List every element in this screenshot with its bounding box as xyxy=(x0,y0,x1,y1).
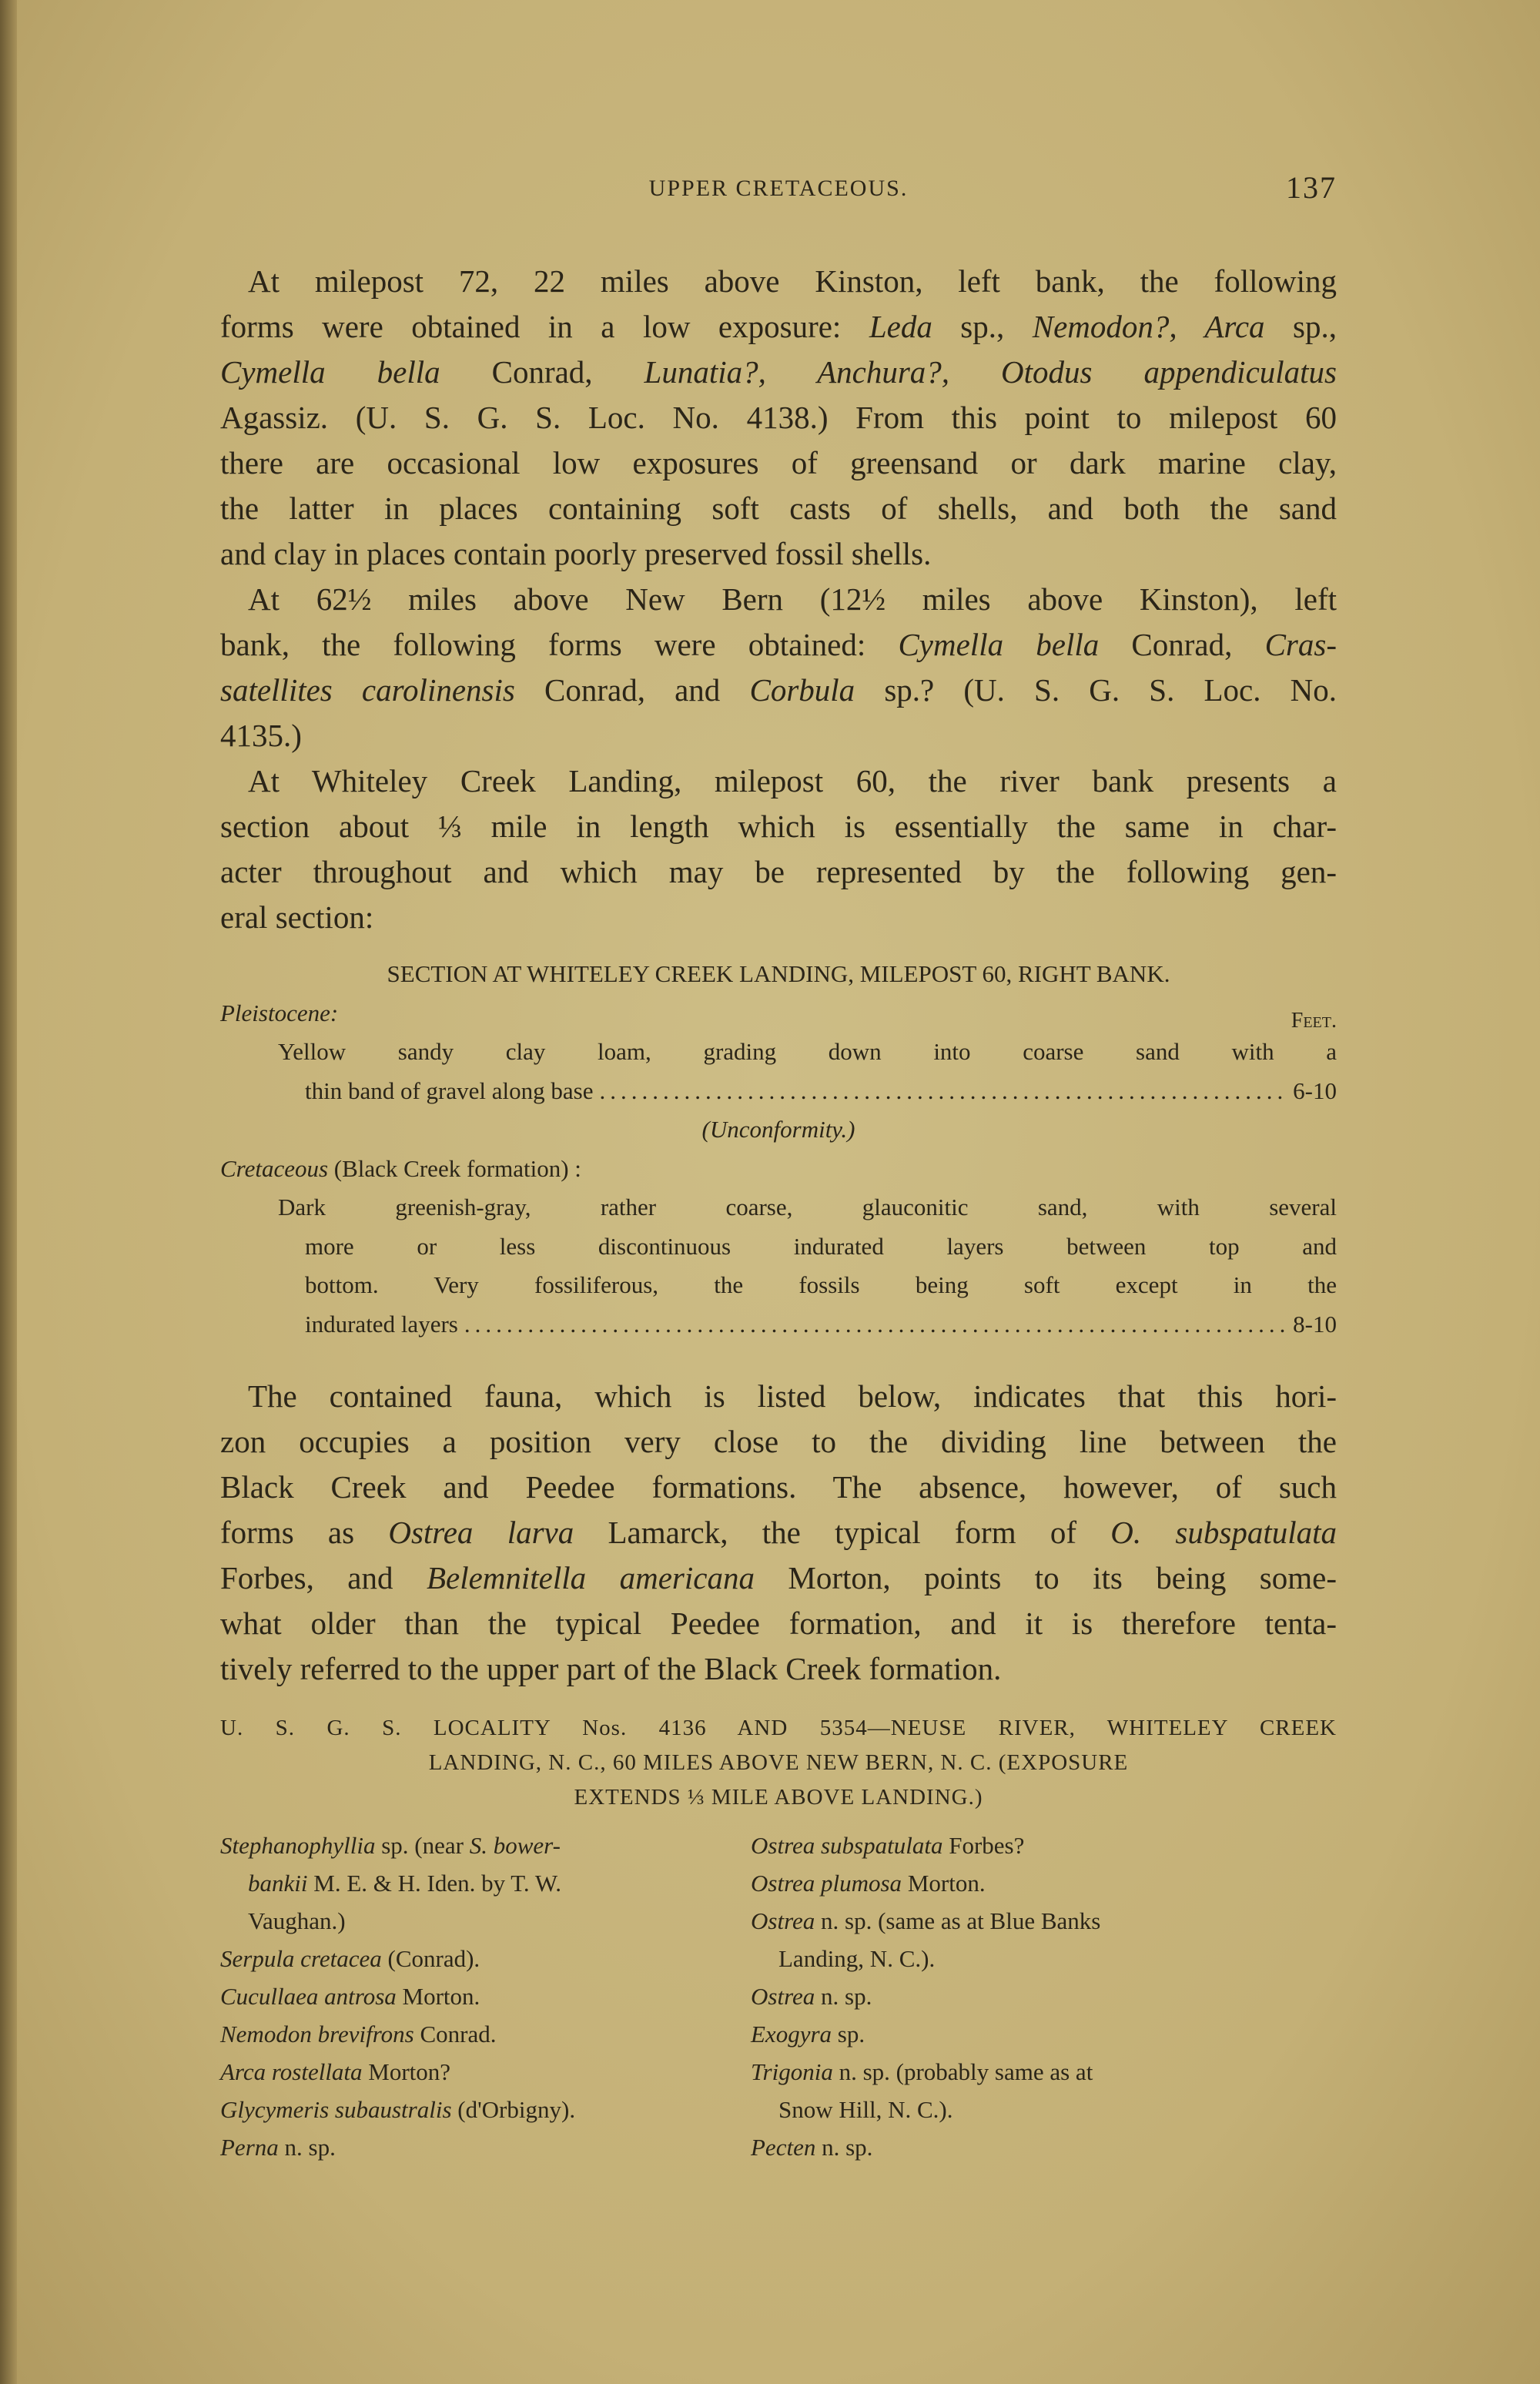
italic-taxon: Corbula xyxy=(749,672,855,708)
text-line xyxy=(220,2091,775,2128)
text-run: At milepost 72, 22 miles above Kinston, left bank, the following xyxy=(248,263,1337,299)
italic-taxon: Stephanophyllia xyxy=(220,1832,376,1859)
text-run: Morton. xyxy=(396,1983,480,2010)
text-run: Morton, points to its being some- xyxy=(754,1560,1337,1595)
fauna-list-left xyxy=(220,1827,775,2166)
paragraph-3 xyxy=(220,758,1337,940)
text-run: Lamarck, the typical form of xyxy=(574,1515,1111,1550)
text-run: Vaughan.) xyxy=(248,1907,346,1934)
text-line xyxy=(220,440,1337,486)
text-line xyxy=(220,622,1337,668)
locality-line-2: LANDING, N. C., 60 MILES ABOVE NEW BERN, N. C. (EXPOSURE xyxy=(428,1750,1129,1775)
text-run: n. sp. xyxy=(815,2134,873,2161)
text-run: (d'Orbigny). xyxy=(451,2096,576,2123)
italic-taxon: Nemodon brevifrons xyxy=(220,2021,414,2047)
italic-taxon: Cucullaea antrosa xyxy=(220,1983,397,2010)
text-run: and clay in places contain poorly preserved fossil shells. xyxy=(220,536,932,571)
italic-taxon: bankii xyxy=(248,1870,308,1897)
text-line xyxy=(751,2128,1321,2166)
italic-taxon: S. bower- xyxy=(469,1832,561,1859)
italic-taxon: Pecten xyxy=(751,2134,816,2161)
locality-heading xyxy=(220,1711,1337,1815)
text-line xyxy=(220,259,1337,304)
text-line xyxy=(220,1940,775,1977)
italic-taxon: Leda xyxy=(869,309,932,344)
text-line xyxy=(220,1864,775,1902)
section-title: SECTION AT WHITELEY CREEK LANDING, MILEPOST 60, RIGHT BANK. xyxy=(387,960,1170,987)
text-line xyxy=(220,577,1337,622)
text-line xyxy=(751,1902,1321,1940)
text-run: Agassiz. (U. S. G. S. Loc. No. 4138.) From this point to milepost 60 xyxy=(220,400,1337,435)
text-line xyxy=(220,804,1337,849)
cretaceous-formation: (Black Creek formation) : xyxy=(328,1154,581,1182)
italic-taxon: Cymella bella xyxy=(898,627,1100,662)
text-run: Conrad, xyxy=(1099,627,1265,662)
text-run: bank, the following forms were obtained: xyxy=(220,627,899,662)
paragraph-1 xyxy=(220,259,1337,577)
text-run: n. sp. xyxy=(278,2134,336,2161)
section-yellow-line-1: Yellow sandy clay loam, grading down into coarse sand with a xyxy=(278,1038,1337,1065)
text-line xyxy=(220,1374,1337,1419)
text-line xyxy=(220,2128,775,2166)
italic-taxon: Ostrea xyxy=(751,1983,815,2010)
text-line xyxy=(220,350,1337,395)
text-run: section about ⅓ mile in length which is essentially the same in char- xyxy=(220,809,1337,844)
text-run: Snow Hill, N. C.). xyxy=(778,2096,953,2123)
locality-line-3: EXTENDS ⅓ MILE ABOVE LANDING.) xyxy=(574,1785,983,1810)
text-line xyxy=(220,1465,1337,1510)
text-run: sp., xyxy=(1264,309,1337,344)
italic-taxon: Ostrea xyxy=(751,1907,815,1934)
text-line xyxy=(220,1977,775,2015)
section-dark-line-4 xyxy=(305,1305,1337,1344)
text-line xyxy=(751,2091,1321,2128)
fauna-list-right xyxy=(751,1827,1321,2166)
text-line xyxy=(220,758,1337,804)
text-run: sp. xyxy=(832,2021,865,2047)
text-line xyxy=(220,895,1337,940)
italic-taxon: Ostrea subspatulata xyxy=(751,1832,943,1859)
text-run: Conrad, and xyxy=(514,672,750,708)
text-line xyxy=(220,1510,1337,1555)
text-line xyxy=(220,304,1337,350)
text-line xyxy=(220,668,1337,713)
italic-taxon: Belemnitella americana xyxy=(426,1560,755,1595)
text-run: Landing, N. C.). xyxy=(778,1945,936,1972)
text-run: sp.? (U. S. G. S. Loc. No. xyxy=(855,672,1337,708)
section-dark-line-1: Dark greenish-gray, rather coarse, glauconitic sand, with several xyxy=(278,1194,1337,1220)
text-line xyxy=(220,1601,1337,1646)
section-dark-line-2: more or less discontinuous indurated layers between top and xyxy=(305,1232,1337,1260)
yellow-thickness: 6-10 xyxy=(1293,1076,1337,1104)
text-line xyxy=(220,1419,1337,1465)
leader-dots xyxy=(464,1305,1287,1344)
text-run: what older than the typical Peedee formation, and it is therefore tenta- xyxy=(220,1606,1337,1641)
dark-desc: indurated layers xyxy=(305,1310,458,1338)
leader-dots xyxy=(599,1072,1287,1111)
text-run: Conrad, xyxy=(440,354,644,390)
text-line xyxy=(220,395,1337,440)
unconformity xyxy=(220,1110,1337,1150)
text-run: tively referred to the upper part of the Black Creek formation. xyxy=(220,1651,1002,1686)
text-run: sp., xyxy=(932,309,1033,344)
text-run: Morton. xyxy=(902,1870,986,1897)
text-line xyxy=(220,1646,1337,1692)
italic-taxon: Trigonia xyxy=(751,2058,833,2085)
text-line xyxy=(751,2053,1321,2091)
italic-taxon: Ostrea plumosa xyxy=(751,1870,902,1897)
text-run: Forbes, and xyxy=(220,1560,427,1595)
text-run: forms as xyxy=(220,1515,389,1550)
text-run: M. E. & H. Iden. by T. W. xyxy=(307,1870,562,1897)
text-line xyxy=(751,1940,1321,1977)
text-run: eral section: xyxy=(220,899,374,935)
text-run: n. sp. (probably same as at xyxy=(832,2058,1093,2085)
text-run: there are occasional low exposures of greensand or dark marine clay, xyxy=(220,445,1337,480)
italic-taxon: satellites carolinensis xyxy=(220,672,515,708)
italic-taxon: Cymella bella xyxy=(220,354,440,390)
pleistocene-label: Pleistocene: xyxy=(220,999,339,1026)
text-run: the latter in places containing soft casts of shells, and both the sand xyxy=(220,491,1337,526)
text-run: (Conrad). xyxy=(381,1945,480,1972)
section-yellow-line-2 xyxy=(305,1072,1337,1111)
text-run: At 62½ miles above New Bern (12½ miles above Kinston), left xyxy=(248,581,1337,617)
text-line xyxy=(220,1902,775,1940)
text-line xyxy=(220,531,1337,577)
italic-taxon: Arca rostellata xyxy=(220,2058,363,2085)
italic-taxon: Serpula cretacea xyxy=(220,1945,382,1972)
text-run: Conrad. xyxy=(413,2021,497,2047)
text-run: Forbes? xyxy=(942,1832,1025,1859)
text-line xyxy=(751,1977,1321,2015)
text-run: n. sp. xyxy=(815,1983,872,2010)
dark-thickness: 8-10 xyxy=(1293,1310,1337,1338)
italic-taxon: Perna xyxy=(220,2134,279,2161)
cretaceous-label: Cretaceous xyxy=(220,1154,329,1182)
text-line xyxy=(220,2015,775,2053)
italic-taxon: Exogyra xyxy=(751,2021,832,2047)
text-run: zon occupies a position very close to the dividing line between the xyxy=(220,1424,1337,1459)
paragraph-2 xyxy=(220,577,1337,758)
text-line xyxy=(220,2053,775,2091)
page-number: 137 xyxy=(1286,170,1337,205)
italic-taxon: Cras- xyxy=(1264,627,1337,662)
text-run: sp. (near xyxy=(375,1832,470,1859)
feet-label: Feet. xyxy=(1291,1008,1337,1033)
section-row-cretaceous xyxy=(220,1150,1337,1189)
italic-taxon: Lunatia?, Anchura?, Otodus appendiculatus xyxy=(644,354,1337,390)
text-line xyxy=(751,1864,1321,1902)
running-title: UPPER CRETACEOUS. xyxy=(648,176,909,201)
text-run: 4135.) xyxy=(220,718,302,753)
italic-taxon: Glycymeris subaustralis xyxy=(220,2096,452,2123)
italic-taxon: O. subspatulata xyxy=(1110,1515,1337,1550)
binding-edge xyxy=(0,0,17,2384)
section-dark-line-3: bottom. Very fossiliferous, the fossils being soft except in the xyxy=(305,1271,1337,1298)
text-line xyxy=(220,849,1337,895)
text-run: n. sp. (same as at Blue Banks xyxy=(815,1907,1101,1934)
text-run: acter throughout and which may be represented by the following gen- xyxy=(220,854,1337,889)
paragraph-4 xyxy=(220,1374,1337,1692)
text-line xyxy=(220,713,1337,758)
text-run: At Whiteley Creek Landing, milepost 60, the river bank presents a xyxy=(248,763,1337,799)
section-row-pleistocene xyxy=(220,994,1337,1033)
text-run: Morton? xyxy=(362,2058,451,2085)
text-line xyxy=(220,1555,1337,1601)
running-header xyxy=(220,170,1337,214)
unconformity-text: (Unconformity.) xyxy=(701,1116,855,1143)
text-line xyxy=(220,1827,775,1864)
text-run: Black Creek and Peedee formations. The absence, however, of such xyxy=(220,1469,1337,1505)
text-run: The contained fauna, which is listed below, indicates that this hori- xyxy=(248,1378,1337,1414)
text-line xyxy=(751,2015,1321,2053)
section-table xyxy=(220,955,1337,1344)
locality-line-1: U. S. G. S. LOCALITY Nos. 4136 AND 5354—NEUSE RIVER, WHITELEY CREEK xyxy=(220,1716,1337,1740)
text-line xyxy=(220,486,1337,531)
yellow-desc: thin band of gravel along base xyxy=(305,1076,594,1104)
italic-taxon: Ostrea larva xyxy=(388,1515,574,1550)
text-run: forms were obtained in a low exposure: xyxy=(220,309,869,344)
italic-taxon: Nemodon?, Arca xyxy=(1032,309,1265,344)
text-line xyxy=(751,1827,1321,1864)
